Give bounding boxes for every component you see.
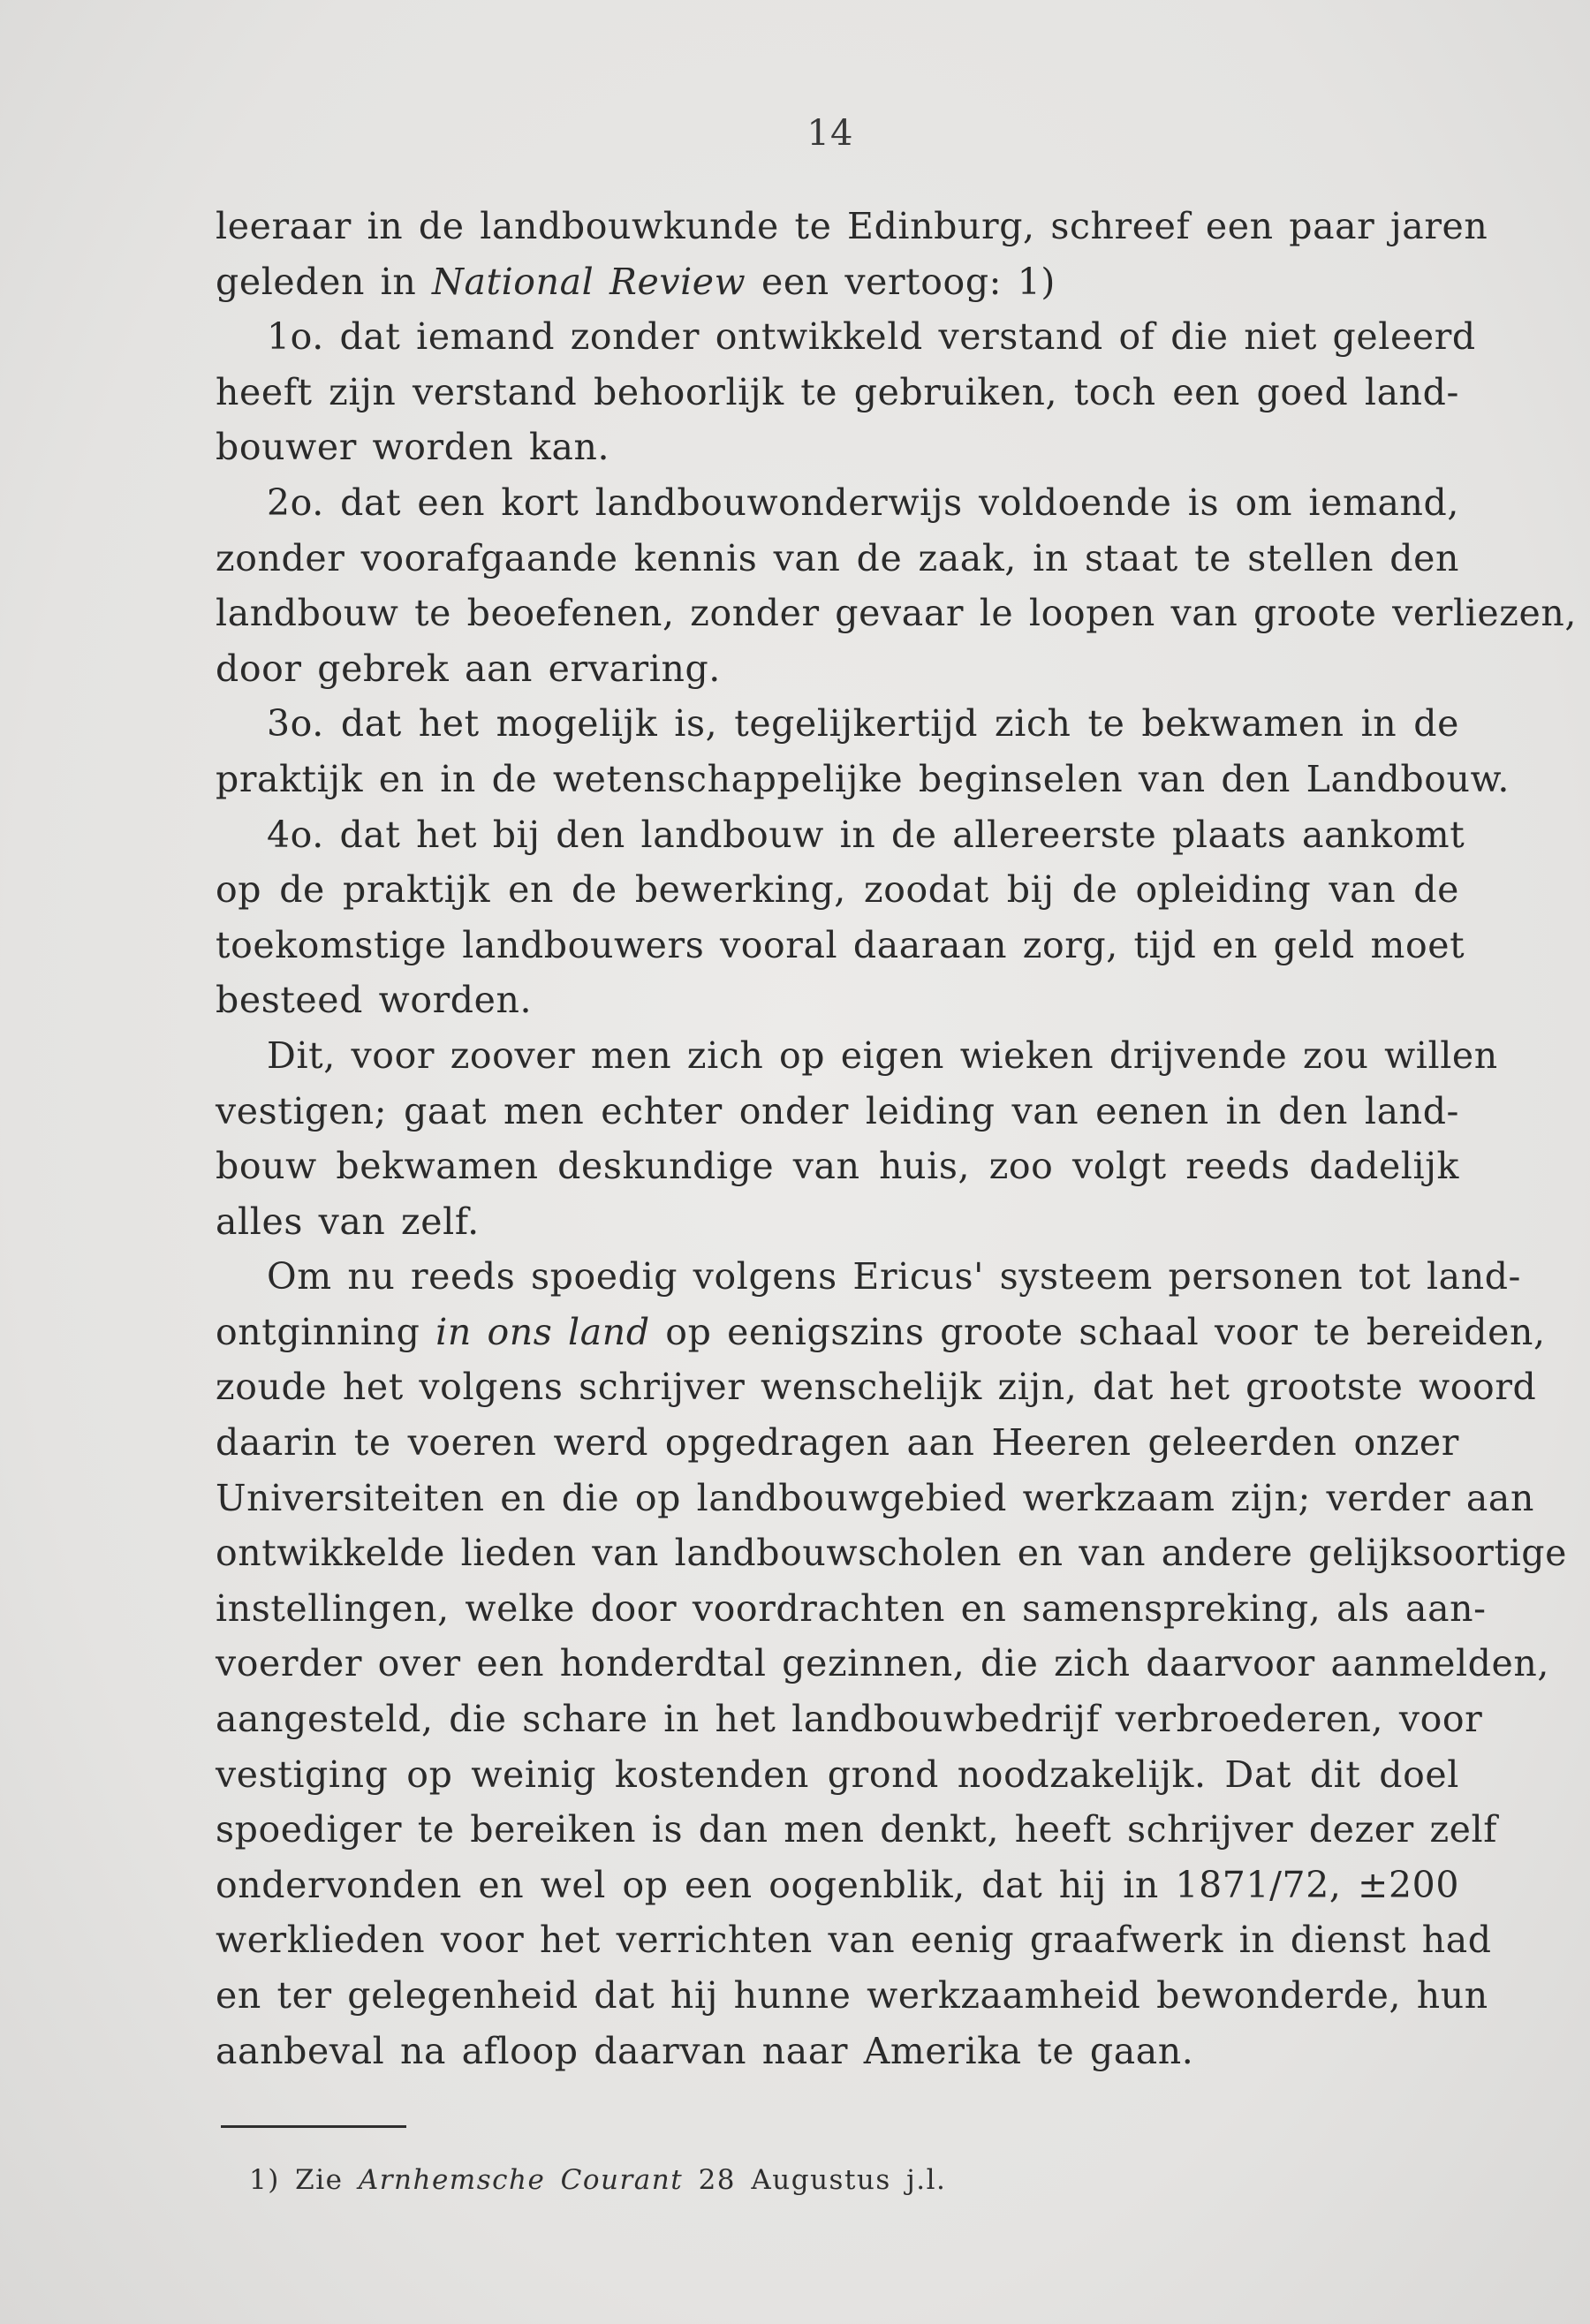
text-segment: besteed worden. xyxy=(216,979,533,1022)
text-segment: vestigen; gaat men echter onder leiding van eenen in den land- xyxy=(216,1089,1459,1132)
text-line xyxy=(216,696,1459,752)
text-segment: Om nu reeds spoedig volgens Ericus' systeem personen tot land- xyxy=(267,1255,1522,1298)
text-line xyxy=(216,1249,1522,1305)
text-line xyxy=(216,807,1465,863)
text-line xyxy=(216,1747,1459,1803)
text-segment: aanbeval na afloop daarvan naar Amerika te gaan. xyxy=(216,2029,1194,2072)
text-line xyxy=(216,1636,1550,1692)
text-line xyxy=(216,1194,1459,1250)
text-line xyxy=(216,531,1459,587)
text-line xyxy=(216,254,1459,310)
text-segment: bouwer worden kan. xyxy=(216,426,610,469)
text-line xyxy=(216,475,1459,531)
text-line xyxy=(216,1968,1488,2024)
text-line xyxy=(216,1471,1534,1526)
text-line xyxy=(216,1415,1459,1471)
text-segment: ontwikkelde lieden van landbouwscholen en van andere gelijksoortige xyxy=(216,1532,1568,1575)
text-line xyxy=(216,365,1459,420)
text-segment: heeft zijn verstand behoorlijk te gebruiken, toch een goed land- xyxy=(216,370,1459,413)
text-line xyxy=(216,1525,1568,1581)
text-line xyxy=(216,586,1577,641)
text-line xyxy=(216,641,1459,697)
text-segment: 3o. dat het mogelijk is, tegelijkertijd zich te bekwamen in de xyxy=(267,702,1459,746)
text-line xyxy=(216,1912,1492,1968)
body-text xyxy=(216,199,1577,2078)
text-line xyxy=(216,1084,1459,1139)
italic-text: in ons land xyxy=(435,1310,650,1353)
text-segment: Dit, voor zoover men zich op eigen wieken drijvende zou willen xyxy=(267,1033,1498,1077)
text-line xyxy=(216,309,1476,365)
page-number: 14 xyxy=(806,113,854,154)
footnote-text: 1) Zie xyxy=(249,2164,359,2196)
italic-text: National Review xyxy=(432,260,746,303)
text-line xyxy=(216,752,1510,807)
text-segment: werklieden voor het verrichten van eenig graafwerk in dienst had xyxy=(216,1919,1492,1962)
text-line xyxy=(216,1581,1487,1637)
text-segment: leeraar in de landbouwkunde te Edinburg, schreef een paar jaren xyxy=(216,205,1488,247)
text-line xyxy=(216,1359,1537,1415)
text-segment: daarin te voeren werd opgedragen aan Heeren geleerden onzer xyxy=(216,1421,1459,1465)
text-segment: Universiteiten en die op landbouwgebied werkzaam zijn; verder aan xyxy=(216,1476,1534,1519)
footnote-italic-text: Arnhemsche Courant xyxy=(358,2164,684,2196)
text-line xyxy=(216,1858,1459,1913)
text-segment: op de praktijk en de bewerking, zoodat bij de opleiding van de xyxy=(216,868,1459,912)
text-segment: zonder voorafgaande kennis van de zaak, in staat te stellen den xyxy=(216,536,1459,579)
text-line xyxy=(216,199,1488,254)
footnote-text: 28 Augustus j.l. xyxy=(683,2164,947,2196)
text-line xyxy=(216,1028,1498,1084)
text-segment: praktijk en in de wetenschappelijke beginselen van den Landbouw. xyxy=(216,757,1510,800)
text-segment: op eenigszins groote schaal voor te bereiden, xyxy=(649,1310,1546,1353)
text-segment: zoude het volgens schrijver wenschelijk zijn, dat het grootste woord xyxy=(216,1366,1537,1409)
text-line xyxy=(216,2024,1459,2079)
text-segment: 2o. dat een kort landbouwonderwijs voldoende is om iemand, xyxy=(267,481,1459,524)
text-segment: landbouw te beoefenen, zonder gevaar le loopen van groote verliezen, xyxy=(216,592,1577,635)
footnote-divider xyxy=(221,2125,406,2128)
text-segment: ondervonden en wel op een oogenblik, dat hij in 1871/72, ±200 xyxy=(216,1863,1459,1906)
text-line xyxy=(216,1692,1483,1747)
text-line xyxy=(216,420,1459,475)
text-line xyxy=(216,862,1459,918)
footnote xyxy=(249,2164,946,2196)
text-segment: een vertoog: 1) xyxy=(746,260,1056,303)
text-segment: ontginning xyxy=(216,1310,436,1353)
text-segment: en ter gelegenheid dat hij hunne werkzaamheid bewonderde, hun xyxy=(216,1974,1488,2017)
text-segment: toekomstige landbouwers vooral daaraan zorg, tijd en geld moet xyxy=(216,923,1465,966)
text-segment: voerder over een honderdtal gezinnen, die zich daarvoor aanmelden, xyxy=(216,1642,1550,1685)
text-segment: door gebrek aan ervaring. xyxy=(216,647,721,690)
text-segment: alles van zelf. xyxy=(216,1200,480,1243)
text-segment: 4o. dat het bij den landbouw in de allereerste plaats aankomt xyxy=(267,813,1465,856)
text-line xyxy=(216,918,1465,973)
text-segment: vestiging op weinig kostenden grond noodzakelijk. Dat dit doel xyxy=(216,1752,1459,1796)
text-segment: spoediger te bereiken is dan men denkt, heeft schrijver dezer zelf xyxy=(216,1808,1497,1851)
text-line xyxy=(216,1305,1546,1360)
text-segment: aangesteld, die schare in het landbouwbedrijf verbroederen, voor xyxy=(216,1698,1483,1741)
text-segment: bouw bekwamen deskundige van huis, zoo volgt reeds dadelijk xyxy=(216,1145,1459,1188)
text-segment: instellingen, welke door voordrachten en samenspreking, als aan- xyxy=(216,1586,1487,1630)
text-line xyxy=(216,973,1459,1028)
text-segment: 1o. dat iemand zonder ontwikkeld verstand of die niet geleerd xyxy=(267,315,1476,359)
text-line xyxy=(216,1802,1497,1858)
text-segment: geleden in xyxy=(216,260,432,303)
text-line xyxy=(216,1139,1459,1194)
